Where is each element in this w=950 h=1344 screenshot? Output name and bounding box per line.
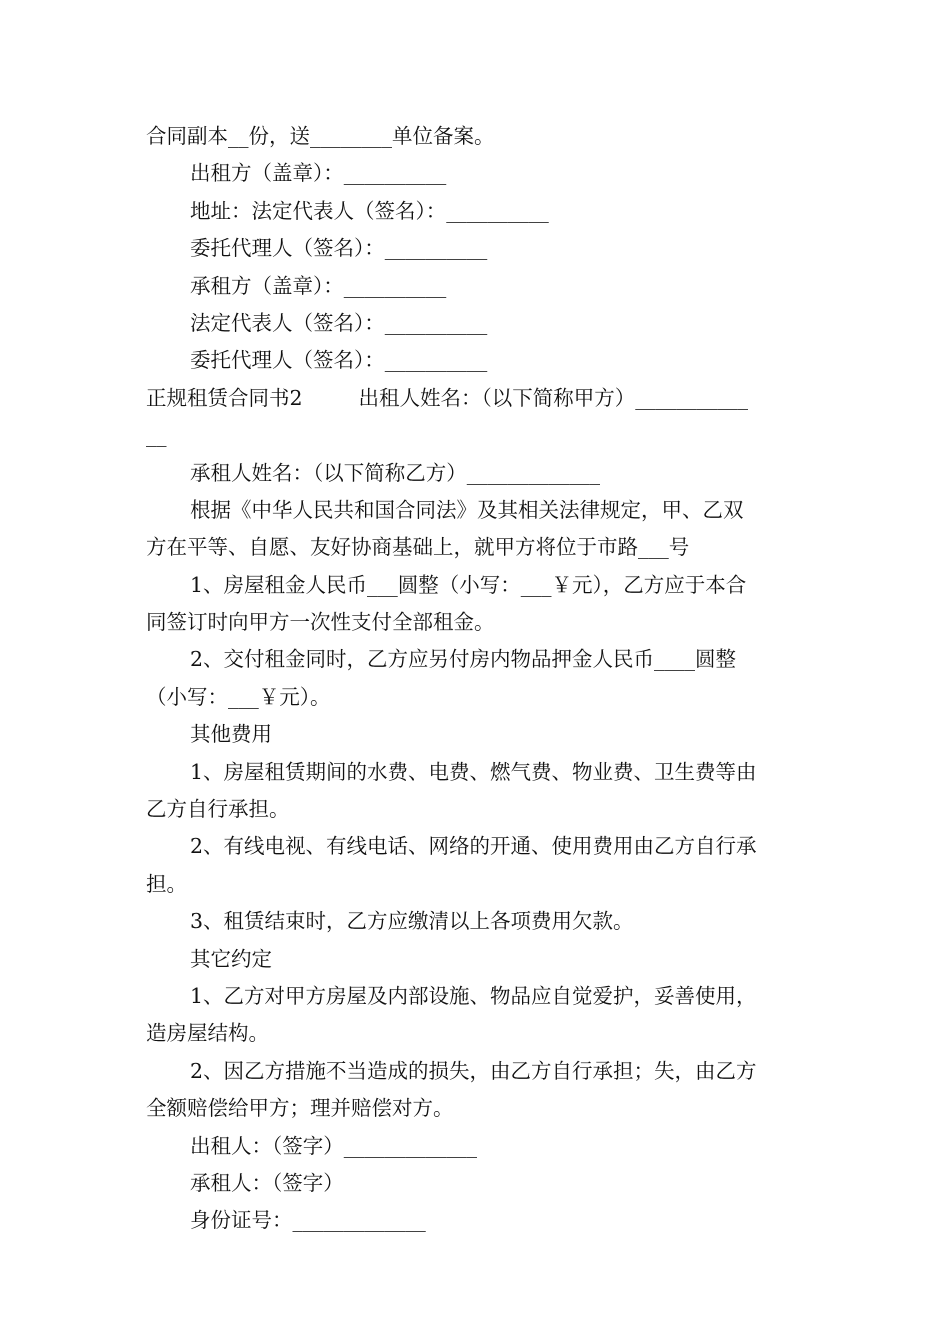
text-line: 1、房屋租金人民币___圆整（小写：___￥元），乙方应于本合 xyxy=(190,572,747,597)
text-line: 出租方（盖章）：__________ xyxy=(190,161,447,186)
text-line: 其它约定 xyxy=(190,946,272,971)
text-line: 出租人：（签字）_____________ xyxy=(190,1133,477,1158)
text-line: 2、有线电视、有线电话、网络的开通、使用费用由乙方自行承 xyxy=(190,834,757,859)
contract-text xyxy=(146,118,810,1240)
text-line: 其他费用 xyxy=(190,722,272,747)
text-line: 乙方自行承担。 xyxy=(146,797,290,822)
text-line: 担。 xyxy=(146,871,187,896)
text-line: 1、乙方对甲方房屋及内部设施、物品应自觉爱护，妥善使用， xyxy=(190,983,757,1008)
text-line: 委托代理人（签名）：__________ xyxy=(190,348,488,373)
text-line: 合同副本__份，送________单位备案。 xyxy=(146,124,495,148)
text-line: 全额赔偿给甲方；理并赔偿对方。 xyxy=(146,1096,454,1121)
text-line: 地址：法定代表人（签名）：__________ xyxy=(190,198,549,223)
text-line: 同签订时向甲方一次性支付全部租金。 xyxy=(146,610,495,635)
text-line: 承租人：（签字） xyxy=(190,1170,344,1195)
text-line: （小写：___￥元）。 xyxy=(146,684,331,709)
text-line: 3、租赁结束时，乙方应缴清以上各项费用欠款。 xyxy=(190,909,634,934)
text-line: 2、因乙方措施不当造成的损失，由乙方自行承担；失，由乙方 xyxy=(190,1058,757,1083)
text-line: 承租方（盖章）：__________ xyxy=(190,273,447,298)
text-line: 方在平等、自愿、友好协商基础上，就甲方将位于市路___号 xyxy=(146,535,690,560)
text-line: 身份证号：_____________ xyxy=(190,1208,426,1233)
text-line: __ xyxy=(146,423,167,448)
text-line: 2、交付租金同时，乙方应另付房内物品押金人民币____圆整 xyxy=(190,647,737,672)
text-line: 法定代表人（签名）：__________ xyxy=(190,310,488,335)
text-line: 委托代理人（签名）：__________ xyxy=(190,236,488,261)
text-line: 根据《中华人民共和国合同法》及其相关法律规定，甲、乙双 xyxy=(190,497,744,522)
text-line: 造房屋结构。 xyxy=(146,1021,269,1046)
text-line: 1、房屋租赁期间的水费、电费、燃气费、物业费、卫生费等由 xyxy=(190,759,757,784)
section-title: 正规租赁合同书2 xyxy=(146,385,303,410)
text-line: 正规租赁合同书2 出租人姓名：（以下简称甲方）___________ xyxy=(146,385,749,410)
text-line: 承租人姓名：（以下简称乙方）_____________ xyxy=(190,460,600,485)
